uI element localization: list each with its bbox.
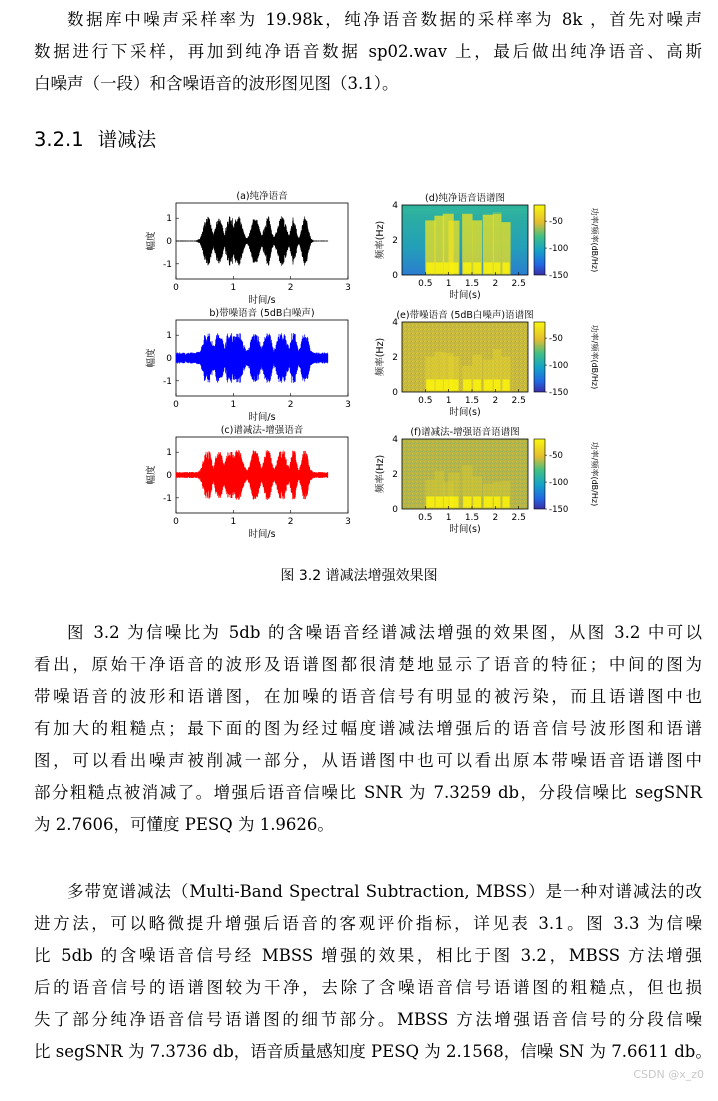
watermark: CSDN @x_z0	[633, 1068, 704, 1081]
colorbar-1	[534, 205, 545, 275]
waveform-xlabel: 时间/s	[248, 295, 276, 306]
spec-xtick: 1	[445, 279, 452, 289]
wave-xtick: 1	[230, 400, 237, 410]
para2-line-5: 图，可以看出噪声被削减一部分，从语谱图中也可以看出原本带噪语音语谱图中	[34, 751, 702, 770]
para3-line-1: 多带宽谱减法（Multi-Band Spectral Subtraction, MBSS）是一种对谱减法的改	[67, 882, 702, 901]
intro-paragraph	[34, 4, 702, 100]
colorbar-tick: -150	[549, 388, 569, 398]
wave-ytick: 0	[166, 354, 172, 364]
figure-3-2	[140, 185, 610, 545]
spec-xtick: 2.5	[511, 396, 526, 406]
wave-xtick: 0	[173, 517, 179, 527]
wave-xtick: 2	[287, 517, 294, 527]
spectrogram-xlabel: 时间(s)	[449, 290, 481, 301]
spec-xtick: 2.5	[511, 279, 526, 289]
spectrogram-plot-2	[374, 309, 600, 418]
wave-ytick: 1	[166, 214, 172, 225]
paragraph-3	[34, 876, 712, 1068]
wave-xtick: 1	[230, 517, 237, 527]
para2-line-7: 为 2.7606，可懂度 PESQ 为 1.9626。	[34, 815, 334, 834]
spectrogram-plot-3	[374, 426, 600, 535]
spec-xtick: 2.5	[511, 513, 526, 523]
para2-line-6: 部分粗糙点被消减了。增强后语音信噪比 SNR 为 7.3259 db，分段信噪比 segSNR	[34, 783, 702, 802]
wave-xtick: 2	[287, 283, 294, 293]
spec-ytick: 4	[392, 201, 398, 211]
wave-ytick: -1	[163, 376, 172, 387]
colorbar-tick: -150	[549, 505, 569, 515]
colorbar-label: 功率/频率(dB/Hz)	[590, 324, 599, 390]
wave-xtick: 2	[287, 400, 294, 410]
waveform-plot-1	[145, 190, 351, 306]
colorbar-tick: -50	[549, 217, 563, 228]
spec-xtick: 0.5	[418, 513, 433, 523]
spec-xtick: 0.5	[418, 279, 433, 289]
waveform-title-1: (a)纯净语音	[236, 191, 288, 202]
spec-ytick: 4	[392, 318, 398, 328]
para3-line-2: 进方法，可以略微提升增强后语音的客观评价指标，详见表 3.1。图 3.3 为信噪	[34, 914, 702, 933]
wave-xtick: 3	[345, 283, 351, 293]
intro-line-3: 白噪声（一段）和含噪语音的波形图见图（3.1）。	[34, 74, 399, 93]
spectrogram-title-2: (e)带噪语音 (5dB白噪声)语谱图	[396, 310, 534, 321]
section-heading	[34, 124, 170, 152]
wave-ytick: -1	[163, 259, 172, 270]
colorbar-tick: -100	[549, 361, 569, 372]
section-title: 谱减法	[97, 128, 157, 151]
wave-ytick: 0	[166, 471, 172, 481]
spec-xtick: 1.5	[464, 279, 480, 289]
para2-line-1: 图 3.2 为信噪比为 5db 的含噪语音经谱减法增强的效果图，从图 3.2 中可以	[67, 623, 702, 642]
colorbar-tick: -100	[549, 478, 569, 489]
wave-xtick: 3	[345, 517, 351, 527]
colorbar-tick: -50	[549, 334, 563, 345]
spectrogram-xlabel: 时间(s)	[449, 407, 481, 418]
para3-line-4: 后的语音信号的语谱图较为干净，去除了含噪语音信号语谱图的粗糙点，但也损	[34, 978, 702, 997]
spec-xtick: 1.5	[464, 396, 480, 406]
section-number: 3.2.1	[34, 128, 84, 151]
spec-ytick: 2	[392, 236, 398, 246]
spec-xtick: 0.5	[418, 396, 433, 406]
waveform-ylabel: 幅度	[146, 348, 157, 368]
colorbar-tick: -50	[549, 451, 563, 462]
waveform-plot-2	[145, 307, 351, 423]
spectrogram-ylabel: 频率(Hz)	[375, 220, 386, 260]
spec-xtick: 2	[492, 396, 499, 406]
para2-line-3: 带噪语音的波形和语谱图，在加噪的语音信号有明显的被污染，而且语谱图中也	[34, 687, 702, 706]
intro-line-1: 数据库中噪声采样率为 19.98k，纯净语音数据的采样率为 8k ，首先对噪声	[67, 10, 702, 29]
spectrogram-ylabel: 频率(Hz)	[375, 454, 386, 494]
colorbar-tick: -150	[549, 271, 569, 281]
spec-ytick: 0	[392, 505, 398, 515]
colorbar-label: 功率/频率(dB/Hz)	[590, 207, 599, 273]
wave-xtick: 0	[173, 283, 179, 293]
colorbar-tick: -100	[549, 244, 569, 255]
para2-line-2: 看出，原始干净语音的波形及语谱图都很清楚地显示了语音的特征；中间的图为	[34, 655, 702, 674]
spectrogram-plot-1	[374, 192, 600, 301]
spectrogram-title-3: (f)谱减法-增强语音语谱图	[410, 427, 520, 438]
waveform-xlabel: 时间/s	[248, 412, 276, 423]
spec-ytick: 4	[392, 435, 398, 445]
spec-ytick: 2	[392, 470, 398, 480]
waveform-title-2: b)带噪语音 (5dB白噪声)	[209, 308, 315, 319]
waveform-ylabel: 幅度	[146, 231, 157, 251]
wave-ytick: 0	[166, 237, 172, 247]
wave-ytick: 1	[166, 448, 172, 459]
figure-caption: 图 3.2 谱减法增强效果图	[280, 568, 438, 584]
spec-ytick: 2	[392, 353, 398, 363]
spectrogram-xlabel: 时间(s)	[449, 524, 481, 535]
spec-xtick: 2	[492, 513, 499, 523]
paragraph-2	[34, 617, 702, 841]
colorbar-3	[534, 439, 545, 509]
wave-ytick: 1	[166, 331, 172, 342]
waveform-ylabel: 幅度	[146, 465, 157, 485]
waveform-title-3: (c)谱减法-增强语音	[220, 425, 304, 436]
spectrogram-ylabel: 频率(Hz)	[375, 337, 386, 377]
spec-ytick: 0	[392, 388, 398, 398]
waveform-plot-3	[145, 424, 351, 540]
spec-xtick: 1	[445, 396, 452, 406]
spec-xtick: 2	[492, 279, 499, 289]
wave-ytick: -1	[163, 493, 172, 504]
wave-xtick: 1	[230, 283, 237, 293]
waveform-xlabel: 时间/s	[248, 529, 276, 540]
para3-line-3: 比 5db 的含噪语音信号经 MBSS 增强的效果，相比于图 3.2，MBSS 方法增强	[34, 946, 702, 965]
para2-line-4: 有加大的粗糙点；最下面的图为经过幅度谱减法增强后的语音信号波形图和语谱	[34, 719, 702, 738]
spec-xtick: 1.5	[464, 513, 480, 523]
colorbar-2	[534, 322, 545, 392]
spectrogram-title-1: (d)纯净语音语谱图	[425, 193, 505, 204]
para3-line-5: 失了部分纯净语音信号语谱图的细节部分。MBSS 方法增强语音信号的分段信噪	[34, 1010, 702, 1029]
wave-xtick: 0	[173, 400, 179, 410]
spec-ytick: 0	[392, 271, 398, 281]
spec-xtick: 1	[445, 513, 452, 523]
intro-line-2: 数据进行下采样，再加到纯净语音数据 sp02.wav 上，最后做出纯净语音、高斯	[34, 42, 702, 61]
wave-xtick: 3	[345, 400, 351, 410]
para3-line-6: 比 segSNR 为 7.3736 db，语音质量感知度 PESQ 为 2.1568，信噪 SN 为 7.6611 db。	[34, 1042, 712, 1061]
colorbar-label: 功率/频率(dB/Hz)	[590, 441, 599, 507]
